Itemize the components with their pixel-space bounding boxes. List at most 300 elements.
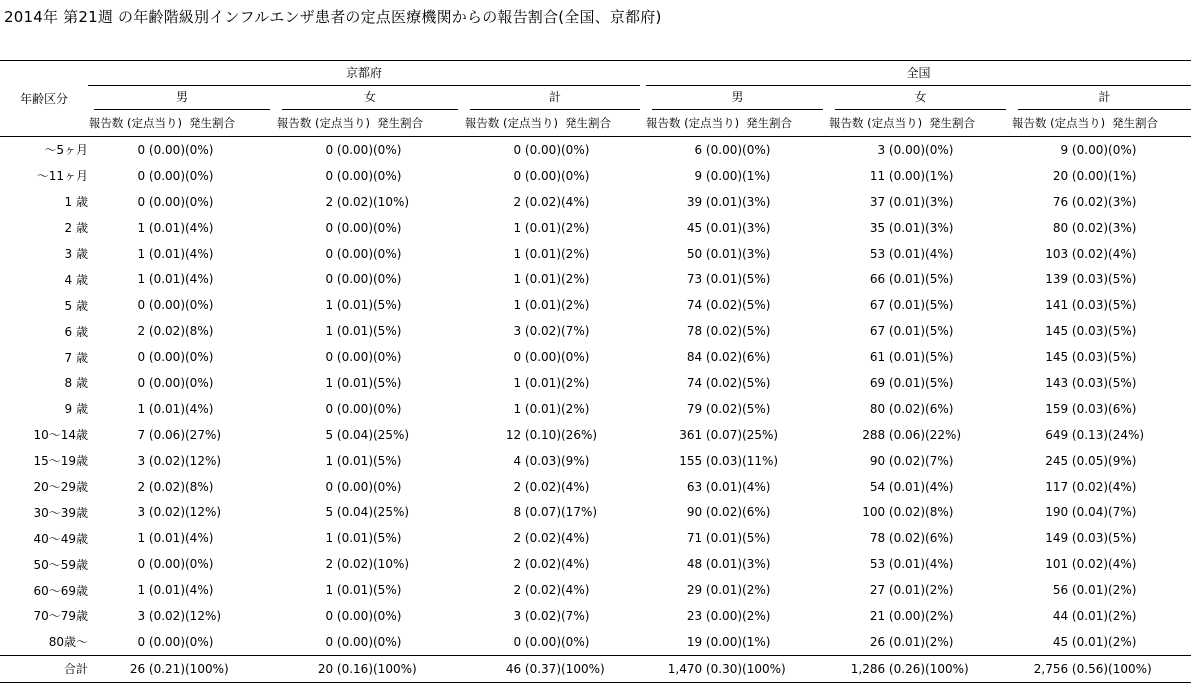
table-body — [0, 61, 1191, 683]
report-count-cell: 1 (0.01) — [325, 298, 373, 313]
age-group-label: 8 歳 — [64, 376, 88, 391]
report-count-cell: 1 (0.01) — [325, 583, 373, 598]
table-row — [0, 396, 1191, 422]
occurrence-rate-cell: (0%) — [373, 350, 402, 365]
report-count-cell: 1 (0.01) — [513, 272, 561, 287]
occurrence-rate-cell: (5%) — [925, 324, 954, 339]
occurrence-rate-cell: (2%) — [1108, 583, 1137, 598]
total-row — [0, 655, 1191, 682]
occurrence-rate-cell: (10%) — [373, 557, 410, 572]
report-count-cell: 11 (0.00) — [869, 168, 926, 183]
table-row — [0, 266, 1191, 292]
report-count-cell: 54 (0.01) — [869, 479, 926, 494]
occurrence-rate-cell: (4%) — [925, 479, 954, 494]
occurrence-rate-cell: (100%) — [742, 655, 829, 682]
report-count-cell: 26 (0.21) — [88, 655, 185, 682]
report-count-cell: 100 (0.02) — [862, 505, 926, 520]
occurrence-rate-cell: (4%) — [925, 246, 954, 261]
age-group-label: 〜5ヶ月 — [44, 143, 88, 158]
age-group-label: 5 歳 — [64, 298, 88, 313]
occurrence-rate-cell: (0%) — [185, 634, 214, 649]
report-count-cell: 46 (0.37) — [464, 655, 561, 682]
age-group-label: 50〜59歳 — [33, 557, 88, 572]
sex-header-kyoto-male — [88, 86, 276, 110]
report-count-cell: 3 (0.02) — [137, 505, 185, 520]
report-count-cell: 9 (0.00) — [1060, 142, 1109, 157]
sex-header-national-female — [829, 86, 1012, 110]
report-count-cell: 0 (0.00) — [325, 272, 373, 287]
table-row — [0, 189, 1191, 215]
occurrence-rate-cell: (100%) — [1108, 655, 1191, 682]
occurrence-rate-cell: (4%) — [561, 479, 590, 494]
occurrence-rate-cell: (5%) — [742, 401, 771, 416]
occurrence-rate-cell: (25%) — [373, 427, 410, 442]
age-group-label: 15〜19歳 — [33, 454, 88, 469]
occurrence-rate-cell: (4%) — [185, 531, 214, 546]
age-header: 年齢区分 — [19, 91, 68, 106]
report-count-cell: 2 (0.02) — [325, 194, 373, 209]
occurrence-rate-cell: (4%) — [185, 246, 214, 261]
report-count-cell: 1 (0.01) — [137, 246, 185, 261]
table-row — [0, 474, 1191, 500]
report-count-cell: 45 (0.01) — [1052, 634, 1109, 649]
report-count-cell: 0 (0.00) — [325, 246, 373, 261]
report-count-cell: 145 (0.03) — [1045, 324, 1109, 339]
occurrence-rate-cell: (3%) — [742, 220, 771, 235]
occurrence-rate-cell: (6%) — [925, 401, 954, 416]
occurrence-rate-cell: (2%) — [561, 220, 590, 235]
occurrence-rate-cell: (11%) — [742, 453, 779, 468]
report-count-cell: 1 (0.01) — [513, 298, 561, 313]
report-count-cell: 190 (0.04) — [1045, 505, 1109, 520]
report-count-cell: 361 (0.07) — [679, 427, 743, 442]
sex-header-label: 男 — [652, 86, 823, 110]
report-count-cell: 149 (0.03) — [1045, 531, 1109, 546]
report-count-cell: 74 (0.02) — [686, 298, 743, 313]
occurrence-rate-cell: (4%) — [185, 272, 214, 287]
occurrence-rate-cell: (1%) — [1108, 168, 1137, 183]
report-count-cell: 0 (0.00) — [137, 298, 185, 313]
age-group-label: 70〜79歳 — [33, 609, 88, 624]
report-count-cell: 23 (0.00) — [686, 608, 743, 623]
report-count-cell: 3 (0.00) — [877, 142, 926, 157]
report-count-cell: 9 (0.00) — [694, 168, 743, 183]
report-count-cell: 2,756 (0.56) — [1012, 655, 1108, 682]
age-header-top-cell — [0, 61, 88, 87]
occurrence-rate-cell: (7%) — [561, 324, 590, 339]
influenza-report-table — [0, 60, 1191, 683]
report-count-cell: 1 (0.01) — [137, 220, 185, 235]
report-count-cell: 45 (0.01) — [686, 220, 743, 235]
report-count-cell: 20 (0.00) — [1052, 168, 1109, 183]
count-header: 報告数 (定点当り) — [276, 110, 373, 137]
table-row — [0, 292, 1191, 318]
sex-header-label: 女 — [282, 86, 458, 110]
report-count-cell: 80 (0.02) — [1052, 220, 1109, 235]
sex-header-label: 計 — [1018, 86, 1191, 110]
report-count-cell: 48 (0.01) — [686, 557, 743, 572]
report-count-cell: 90 (0.02) — [686, 505, 743, 520]
report-count-cell: 84 (0.02) — [686, 350, 743, 365]
report-count-cell: 103 (0.02) — [1045, 246, 1109, 261]
table-row — [0, 603, 1191, 629]
occurrence-rate-cell: (0%) — [185, 557, 214, 572]
occurrence-rate-cell: (4%) — [1108, 557, 1137, 572]
occurrence-rate-cell: (2%) — [925, 634, 954, 649]
occurrence-rate-cell: (2%) — [561, 375, 590, 390]
age-group-label: 30〜39歳 — [33, 505, 88, 520]
report-count-cell: 143 (0.03) — [1045, 375, 1109, 390]
occurrence-rate-cell: (3%) — [1108, 220, 1137, 235]
occurrence-rate-cell: (5%) — [925, 298, 954, 313]
report-count-cell: 26 (0.01) — [869, 634, 926, 649]
occurrence-rate-cell: (0%) — [925, 142, 954, 157]
occurrence-rate-cell: (0%) — [373, 220, 402, 235]
rate-header: 発生割合 — [925, 110, 1012, 137]
table-row — [0, 241, 1191, 267]
report-count-cell: 6 (0.00) — [694, 142, 743, 157]
occurrence-rate-cell: (12%) — [185, 505, 222, 520]
occurrence-rate-cell: (0%) — [373, 272, 402, 287]
report-count-cell: 5 (0.04) — [325, 505, 373, 520]
report-count-cell: 2 (0.02) — [325, 557, 373, 572]
count-header: 報告数 (定点当り) — [88, 110, 185, 137]
report-count-cell: 79 (0.02) — [686, 401, 743, 416]
count-header: 報告数 (定点当り) — [1012, 110, 1108, 137]
occurrence-rate-cell: (24%) — [1108, 427, 1145, 442]
occurrence-rate-cell: (5%) — [742, 531, 771, 546]
occurrence-rate-cell: (4%) — [561, 557, 590, 572]
report-count-cell: 1,470 (0.30) — [646, 655, 742, 682]
header-row-region — [0, 61, 1191, 87]
occurrence-rate-cell: (5%) — [742, 298, 771, 313]
age-group-label: 〜11ヶ月 — [36, 169, 88, 184]
sex-header-national-total — [1012, 86, 1191, 110]
region-header-kyoto — [88, 61, 646, 87]
table-row — [0, 448, 1191, 474]
occurrence-rate-cell: (5%) — [925, 375, 954, 390]
report-count-cell: 0 (0.00) — [137, 142, 185, 157]
report-count-cell: 2 (0.02) — [513, 531, 561, 546]
report-count-cell: 1 (0.01) — [325, 453, 373, 468]
report-count-cell: 5 (0.04) — [325, 427, 373, 442]
report-count-cell: 90 (0.02) — [869, 453, 926, 468]
report-count-cell: 0 (0.00) — [137, 557, 185, 572]
report-count-cell: 37 (0.01) — [869, 194, 926, 209]
occurrence-rate-cell: (0%) — [561, 142, 590, 157]
occurrence-rate-cell: (17%) — [561, 505, 598, 520]
count-header: 報告数 (定点当り) — [829, 110, 925, 137]
occurrence-rate-cell: (0%) — [185, 142, 214, 157]
occurrence-rate-cell: (3%) — [925, 220, 954, 235]
occurrence-rate-cell: (10%) — [373, 194, 410, 209]
report-count-cell: 1 (0.01) — [325, 324, 373, 339]
report-count-cell: 21 (0.00) — [869, 608, 926, 623]
occurrence-rate-cell: (0%) — [373, 608, 402, 623]
table-row — [0, 344, 1191, 370]
occurrence-rate-cell: (5%) — [373, 298, 402, 313]
occurrence-rate-cell: (5%) — [742, 375, 771, 390]
occurrence-rate-cell: (6%) — [1108, 401, 1137, 416]
age-group-label: 1 歳 — [64, 195, 88, 210]
count-header: 報告数 (定点当り) — [464, 110, 561, 137]
report-count-cell: 117 (0.02) — [1045, 479, 1109, 494]
occurrence-rate-cell: (0%) — [373, 479, 402, 494]
age-group-label: 9 歳 — [64, 402, 88, 417]
occurrence-rate-cell: (0%) — [561, 350, 590, 365]
report-count-cell: 0 (0.00) — [325, 634, 373, 649]
age-group-label: 80歳〜 — [48, 635, 88, 650]
occurrence-rate-cell: (7%) — [925, 453, 954, 468]
age-group-label: 20〜29歳 — [33, 480, 88, 495]
report-count-cell: 1 (0.01) — [137, 272, 185, 287]
rate-header: 発生割合 — [373, 110, 464, 137]
report-count-cell: 145 (0.03) — [1045, 350, 1109, 365]
report-count-cell: 0 (0.00) — [325, 168, 373, 183]
age-group-label: 40〜49歳 — [33, 531, 88, 546]
occurrence-rate-cell: (0%) — [561, 168, 590, 183]
occurrence-rate-cell: (0%) — [1108, 142, 1137, 157]
report-count-cell: 2 (0.02) — [513, 479, 561, 494]
occurrence-rate-cell: (2%) — [1108, 634, 1137, 649]
report-count-cell: 78 (0.02) — [869, 531, 926, 546]
report-count-cell: 78 (0.02) — [686, 324, 743, 339]
report-count-cell: 4 (0.03) — [513, 453, 561, 468]
occurrence-rate-cell: (0%) — [373, 246, 402, 261]
occurrence-rate-cell: (2%) — [561, 298, 590, 313]
sex-header-kyoto-female — [276, 86, 464, 110]
occurrence-rate-cell: (0%) — [185, 168, 214, 183]
sex-header-label: 女 — [835, 86, 1006, 110]
occurrence-rate-cell: (4%) — [1108, 479, 1137, 494]
occurrence-rate-cell: (0%) — [742, 142, 771, 157]
report-count-cell: 76 (0.02) — [1052, 194, 1109, 209]
occurrence-rate-cell: (25%) — [742, 427, 779, 442]
report-count-cell: 1,286 (0.26) — [829, 655, 925, 682]
report-count-cell: 2 (0.02) — [137, 324, 185, 339]
report-count-cell: 0 (0.00) — [325, 479, 373, 494]
report-count-cell: 2 (0.02) — [137, 479, 185, 494]
occurrence-rate-cell: (12%) — [185, 608, 222, 623]
occurrence-rate-cell: (5%) — [373, 583, 402, 598]
occurrence-rate-cell: (0%) — [373, 634, 402, 649]
occurrence-rate-cell: (6%) — [742, 505, 771, 520]
report-count-cell: 0 (0.00) — [137, 168, 185, 183]
report-count-cell: 1 (0.01) — [137, 583, 185, 598]
report-count-cell: 141 (0.03) — [1045, 298, 1109, 313]
report-count-cell: 0 (0.00) — [137, 375, 185, 390]
occurrence-rate-cell: (26%) — [561, 427, 598, 442]
occurrence-rate-cell: (3%) — [742, 194, 771, 209]
table-row — [0, 163, 1191, 189]
occurrence-rate-cell: (6%) — [742, 350, 771, 365]
occurrence-rate-cell: (9%) — [561, 453, 590, 468]
report-count-cell: 3 (0.02) — [137, 608, 185, 623]
occurrence-rate-cell: (0%) — [561, 634, 590, 649]
occurrence-rate-cell: (4%) — [925, 557, 954, 572]
occurrence-rate-cell: (5%) — [742, 272, 771, 287]
occurrence-rate-cell: (25%) — [373, 505, 410, 520]
table-row — [0, 318, 1191, 344]
report-count-cell: 19 (0.00) — [686, 634, 743, 649]
occurrence-rate-cell: (5%) — [1108, 298, 1137, 313]
report-count-cell: 71 (0.01) — [686, 531, 743, 546]
report-count-cell: 63 (0.01) — [686, 479, 743, 494]
occurrence-rate-cell: (4%) — [561, 531, 590, 546]
count-header: 報告数 (定点当り) — [646, 110, 742, 137]
occurrence-rate-cell: (9%) — [1108, 453, 1137, 468]
age-group-label: 2 歳 — [64, 221, 88, 236]
occurrence-rate-cell: (2%) — [1108, 608, 1137, 623]
report-count-cell: 288 (0.06) — [862, 427, 926, 442]
report-count-cell: 0 (0.00) — [325, 350, 373, 365]
report-count-cell: 3 (0.02) — [513, 608, 561, 623]
age-group-label: 合計 — [0, 655, 88, 682]
occurrence-rate-cell: (4%) — [1108, 246, 1137, 261]
occurrence-rate-cell: (22%) — [925, 427, 962, 442]
report-count-cell: 69 (0.01) — [869, 375, 926, 390]
occurrence-rate-cell: (12%) — [185, 453, 222, 468]
occurrence-rate-cell: (2%) — [742, 583, 771, 598]
occurrence-rate-cell: (1%) — [742, 168, 771, 183]
occurrence-rate-cell: (5%) — [925, 350, 954, 365]
report-count-cell: 7 (0.06) — [137, 427, 185, 442]
report-count-cell: 50 (0.01) — [686, 246, 743, 261]
occurrence-rate-cell: (5%) — [1108, 324, 1137, 339]
occurrence-rate-cell: (8%) — [925, 505, 954, 520]
report-count-cell: 3 (0.02) — [513, 324, 561, 339]
rate-header: 発生割合 — [1108, 110, 1191, 137]
occurrence-rate-cell: (5%) — [373, 531, 402, 546]
occurrence-rate-cell: (5%) — [1108, 531, 1137, 546]
region-header-kyoto-label: 京都府 — [88, 61, 640, 86]
region-header-national-label: 全国 — [646, 61, 1191, 86]
occurrence-rate-cell: (8%) — [185, 479, 214, 494]
occurrence-rate-cell: (3%) — [1108, 194, 1137, 209]
report-count-cell: 39 (0.01) — [686, 194, 743, 209]
occurrence-rate-cell: (5%) — [1108, 350, 1137, 365]
report-count-cell: 80 (0.02) — [869, 401, 926, 416]
occurrence-rate-cell: (0%) — [185, 350, 214, 365]
report-count-cell: 0 (0.00) — [137, 350, 185, 365]
report-count-cell: 0 (0.00) — [325, 142, 373, 157]
occurrence-rate-cell: (0%) — [373, 168, 402, 183]
age-group-label: 10〜14歳 — [33, 428, 88, 443]
report-count-cell: 61 (0.01) — [869, 350, 926, 365]
occurrence-rate-cell: (8%) — [185, 324, 214, 339]
table-row — [0, 525, 1191, 551]
report-count-cell: 649 (0.13) — [1045, 427, 1109, 442]
occurrence-rate-cell: (3%) — [925, 194, 954, 209]
occurrence-rate-cell: (0%) — [185, 298, 214, 313]
report-count-cell: 0 (0.00) — [513, 634, 561, 649]
report-count-cell: 53 (0.01) — [869, 557, 926, 572]
occurrence-rate-cell: (1%) — [925, 168, 954, 183]
table-row — [0, 577, 1191, 603]
table-row — [0, 551, 1191, 577]
header-row-sex — [0, 86, 1191, 110]
report-count-cell: 53 (0.01) — [869, 246, 926, 261]
table-row — [0, 499, 1191, 525]
table-row — [0, 370, 1191, 396]
report-count-cell: 44 (0.01) — [1052, 608, 1109, 623]
report-count-cell: 0 (0.00) — [513, 350, 561, 365]
age-group-label: 60〜69歳 — [33, 583, 88, 598]
report-count-cell: 0 (0.00) — [325, 401, 373, 416]
occurrence-rate-cell: (5%) — [1108, 375, 1137, 390]
report-count-cell: 73 (0.01) — [686, 272, 743, 287]
report-count-cell: 67 (0.01) — [869, 298, 926, 313]
report-count-cell: 8 (0.07) — [513, 505, 561, 520]
occurrence-rate-cell: (2%) — [925, 583, 954, 598]
occurrence-rate-cell: (2%) — [742, 608, 771, 623]
report-count-cell: 3 (0.02) — [137, 453, 185, 468]
sex-header-kyoto-total — [464, 86, 646, 110]
report-count-cell: 0 (0.00) — [513, 168, 561, 183]
occurrence-rate-cell: (100%) — [925, 655, 1012, 682]
occurrence-rate-cell: (5%) — [373, 453, 402, 468]
occurrence-rate-cell: (7%) — [561, 608, 590, 623]
header-row-measure — [0, 110, 1191, 137]
rate-header: 発生割合 — [185, 110, 276, 137]
sex-header-label: 男 — [94, 86, 270, 110]
report-count-cell: 2 (0.02) — [513, 557, 561, 572]
occurrence-rate-cell: (4%) — [561, 194, 590, 209]
region-header-national — [646, 61, 1191, 87]
report-count-cell: 74 (0.02) — [686, 375, 743, 390]
occurrence-rate-cell: (0%) — [373, 142, 402, 157]
report-count-cell: 20 (0.16) — [276, 655, 373, 682]
report-count-cell: 155 (0.03) — [679, 453, 743, 468]
report-count-cell: 139 (0.03) — [1045, 272, 1109, 287]
occurrence-rate-cell: (3%) — [742, 557, 771, 572]
report-count-cell: 245 (0.05) — [1045, 453, 1109, 468]
occurrence-rate-cell: (5%) — [373, 324, 402, 339]
occurrence-rate-cell: (4%) — [185, 401, 214, 416]
report-count-cell: 1 (0.01) — [325, 531, 373, 546]
report-count-cell: 0 (0.00) — [513, 142, 561, 157]
report-count-cell: 2 (0.02) — [513, 583, 561, 598]
occurrence-rate-cell: (4%) — [185, 220, 214, 235]
report-count-cell: 67 (0.01) — [869, 324, 926, 339]
report-count-cell: 12 (0.10) — [505, 427, 561, 442]
report-count-cell: 0 (0.00) — [325, 220, 373, 235]
table-row — [0, 137, 1191, 163]
occurrence-rate-cell: (0%) — [373, 401, 402, 416]
occurrence-rate-cell: (7%) — [1108, 505, 1137, 520]
report-count-cell: 56 (0.01) — [1052, 583, 1109, 598]
report-count-cell: 0 (0.00) — [137, 634, 185, 649]
report-count-cell: 1 (0.01) — [513, 375, 561, 390]
rate-header: 発生割合 — [561, 110, 646, 137]
report-count-cell: 101 (0.02) — [1045, 557, 1109, 572]
occurrence-rate-cell: (1%) — [742, 634, 771, 649]
report-count-cell: 27 (0.01) — [869, 583, 926, 598]
report-count-cell: 29 (0.01) — [686, 583, 743, 598]
table-row — [0, 215, 1191, 241]
occurrence-rate-cell: (6%) — [925, 531, 954, 546]
table-row — [0, 629, 1191, 655]
age-group-label: 7 歳 — [64, 350, 88, 365]
occurrence-rate-cell: (27%) — [185, 427, 222, 442]
occurrence-rate-cell: (0%) — [185, 194, 214, 209]
sex-header-label: 計 — [470, 86, 640, 110]
report-count-cell: 159 (0.03) — [1045, 401, 1109, 416]
report-count-cell: 66 (0.01) — [869, 272, 926, 287]
occurrence-rate-cell: (4%) — [185, 583, 214, 598]
occurrence-rate-cell: (2%) — [561, 272, 590, 287]
occurrence-rate-cell: (2%) — [925, 608, 954, 623]
